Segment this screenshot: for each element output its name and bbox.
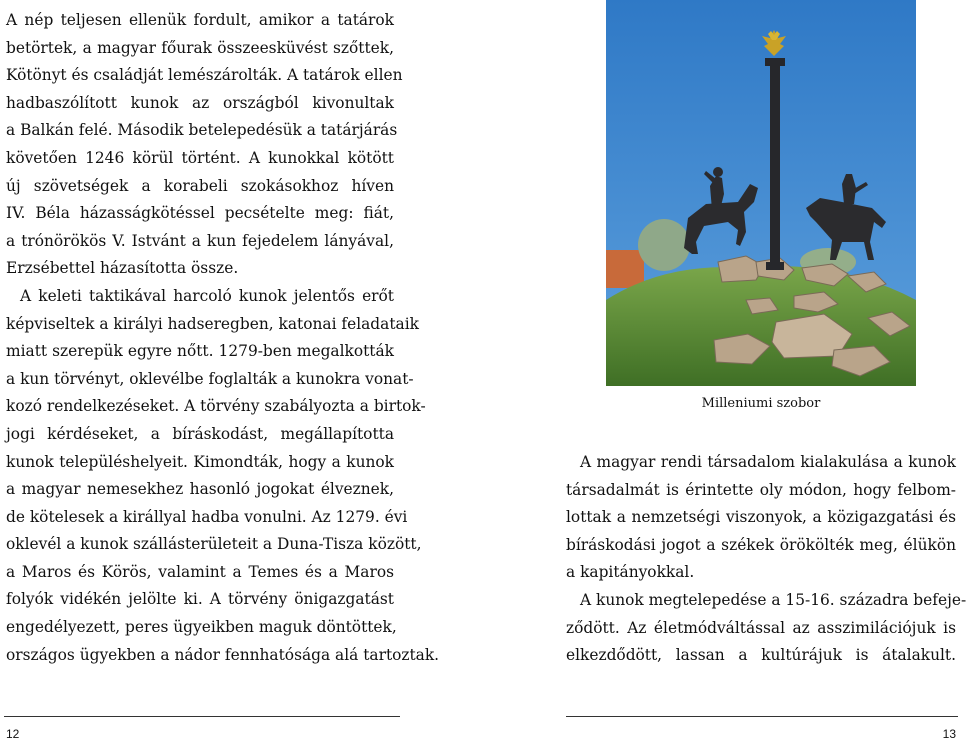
text-line: kozó rendelkezéseket. A törvény szabályozta a birtok- [6, 397, 426, 416]
text-line: kunok településhelyeit. Kimondták, hogy a kunok [6, 452, 394, 471]
text-line: oklevél a kunok szállásterületeit a Duna-Tisza között, [6, 535, 422, 554]
text-line: társadalmát is érintette oly módon, hogy felbom- [566, 480, 956, 499]
text-line: a Balkán felé. Második betelepedésük a tatárjárás [6, 121, 398, 140]
text-line: A nép teljesen ellenük fordult, amikor a tatárok [6, 11, 394, 29]
left-text-column [6, 7, 440, 669]
right-paragraph-1 [566, 449, 956, 587]
text-line: A kunok megtelepedése a 15-16. századra befeje- [580, 590, 966, 609]
text-line: ződött. Az életmódváltással az asszimilációjuk is [566, 618, 956, 637]
left-page [0, 0, 480, 742]
text-line: a magyar nemesekhez hasonló jogokat élveznek, [6, 480, 394, 499]
text-line: de kötelesek a királlyal hadba vonulni. Az 1279. évi [6, 507, 408, 526]
millennium-monument-photo [606, 0, 916, 386]
text-line: követően 1246 körül történt. A kunokkal kötött [6, 148, 394, 167]
text-line: Kötönyt és családját lemészárolták. A tatárok ellen [6, 66, 403, 85]
text-line: jogi kérdéseket, a bíráskodást, megállapította [6, 424, 394, 443]
text-line: IV. Béla házasságkötéssel pecsételte meg: fiát, [6, 204, 394, 223]
page-number: 13 [942, 727, 956, 741]
footer-rule [566, 716, 958, 717]
page-number: 12 [6, 727, 20, 741]
text-line: a trónörökös V. Istvánt a kun fejedelem lányával, [6, 231, 394, 250]
text-line: a Maros és Körös, valamint a Temes és a Maros [6, 562, 394, 581]
text-line: A magyar rendi társadalom kialakulása a kunok [580, 453, 956, 471]
text-line: A keleti taktikával harcoló kunok jelentős erőt [20, 286, 394, 305]
right-text-column [566, 449, 966, 670]
right-page [480, 0, 966, 742]
text-line: elkezdődött, lassan a kultúrájuk is átalakult. [566, 646, 956, 665]
footer-rule [4, 716, 400, 717]
left-paragraph-2 [6, 283, 440, 669]
text-line: lottak a nemzetségi viszonyok, a közigazgatási és [566, 508, 956, 527]
text-line: hadbaszólított kunok az országból kivonultak [6, 93, 394, 112]
text-line: bíráskodási jogot a székek örökölték meg, élükön [566, 535, 956, 554]
text-line: Erzsébettel házasította össze. [6, 259, 239, 278]
text-line: országos ügyekben a nádor fennhatósága alá tartoztak. [6, 645, 440, 664]
text-line: a kapitányokkal. [566, 563, 695, 582]
right-paragraph-2 [566, 587, 966, 670]
text-line: új szövetségek a korabeli szokásokhoz híven [6, 176, 394, 195]
text-line: a kun törvényt, oklevélbe foglalták a kunokra vonat- [6, 369, 414, 388]
text-line: engedélyezett, peres ügyeikben maguk döntöttek, [6, 618, 397, 637]
text-line: miatt szerepük egyre nőtt. 1279-ben megalkották [6, 342, 394, 361]
left-paragraph-1 [6, 7, 403, 283]
text-line: betörtek, a magyar főurak összeesküvést szőttek, [6, 38, 394, 57]
photo-caption: Milleniumi szobor [701, 396, 821, 411]
monument-illustration [606, 0, 916, 386]
text-line: folyók vidékén jelölte ki. A törvény önigazgatást [6, 590, 394, 609]
text-line: képviseltek a királyi hadseregben, katonai feladataik [6, 314, 419, 333]
